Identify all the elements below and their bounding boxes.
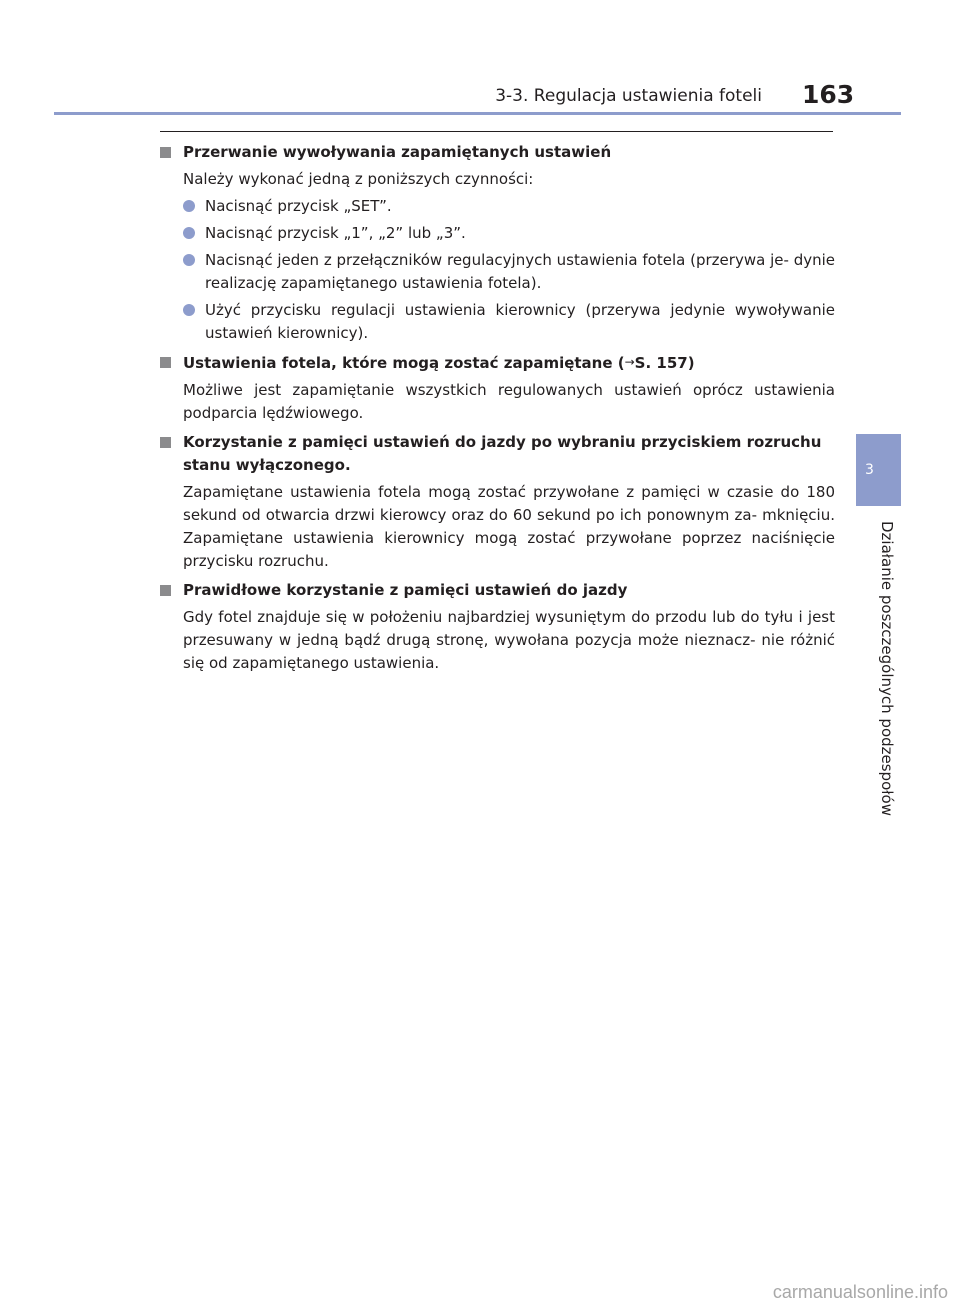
section-heading [160,579,835,602]
bullet-dot-icon [183,227,195,239]
bullet-dot-icon [183,304,195,316]
page-reference-link[interactable]: S. 157) [634,354,695,372]
list-item-text: Użyć przycisku regulacji ustawienia kierownicy (przerywa jedynie wywoływanie ustawień kierownicy). [205,301,835,342]
page-number: 163 [802,80,855,109]
bullet-dot-icon [183,254,195,266]
section-heading-text: Korzystanie z pamięci ustawień do jazdy po wybraniu przyciskiem rozruchu stanu wyłączonego. [183,433,822,474]
square-marker-icon [160,585,171,596]
section-heading-text: Przerwanie wywoływania zapamiętanych ustawień [183,143,612,161]
square-marker-icon [160,437,171,448]
square-marker-icon [160,357,171,368]
list-item [160,222,835,245]
page-content [160,141,835,675]
list-item-text: Nacisnąć przycisk „1”, „2” lub „3”. [205,224,466,242]
bullet-dot-icon [183,200,195,212]
section-heading-prefix: Ustawienia fotela, które mogą zostać zapamiętane ( [183,354,625,372]
section-heading [160,141,835,164]
section-text: Możliwe jest zapamiętanie wszystkich regulowanych ustawień oprócz ustawienia podparcia lędźwiowego. [183,381,835,422]
content-rule [160,131,833,132]
list-item-text: Nacisnąć jeden z przełączników regulacyjnych ustawienia fotela (przerywa je- dynie realizację zapamiętanego ustawienia fotela). [205,251,835,292]
watermark: carmanualsonline.info [772,1282,948,1302]
list-item [160,249,835,295]
header-rule [54,112,901,115]
chapter-number: 3 [865,462,874,478]
list-item [160,195,835,218]
section-heading [160,431,835,477]
square-marker-icon [160,147,171,158]
list-item [160,299,835,345]
section-intro: Należy wykonać jedną z poniższych czynności: [183,170,534,188]
chapter-title: Działanie poszczególnych podzespołów [878,521,896,816]
section-text: Gdy fotel znajduje się w położeniu najbardziej wysuniętym do przodu lub do tyłu i jest przesuwany w jedną bądź drugą stronę, wywołana pozycja może nieznacz- nie różnić się od zapamiętanego ustawienia. [183,608,835,672]
list-item-text: Nacisnąć przycisk „SET”. [205,197,392,215]
section-text: Zapamiętane ustawienia fotela mogą zostać przywołane z pamięci w czasie do 180 sekund od otwarcia drzwi kierowcy oraz do 60 sekund po ich ponownym za- mknięciu. Zapamiętane ustawienia kierownicy mogą zostać przywołane poprzez naciśnięcie przycisku rozruchu. [183,483,835,570]
arrow-right-icon: → [624,355,635,369]
section-heading [160,351,835,375]
chapter-tab[interactable] [856,434,901,506]
running-header-title: 3-3. Regulacja ustawienia foteli [495,86,762,106]
section-heading-text: Prawidłowe korzystanie z pamięci ustawień do jazdy [183,581,628,599]
